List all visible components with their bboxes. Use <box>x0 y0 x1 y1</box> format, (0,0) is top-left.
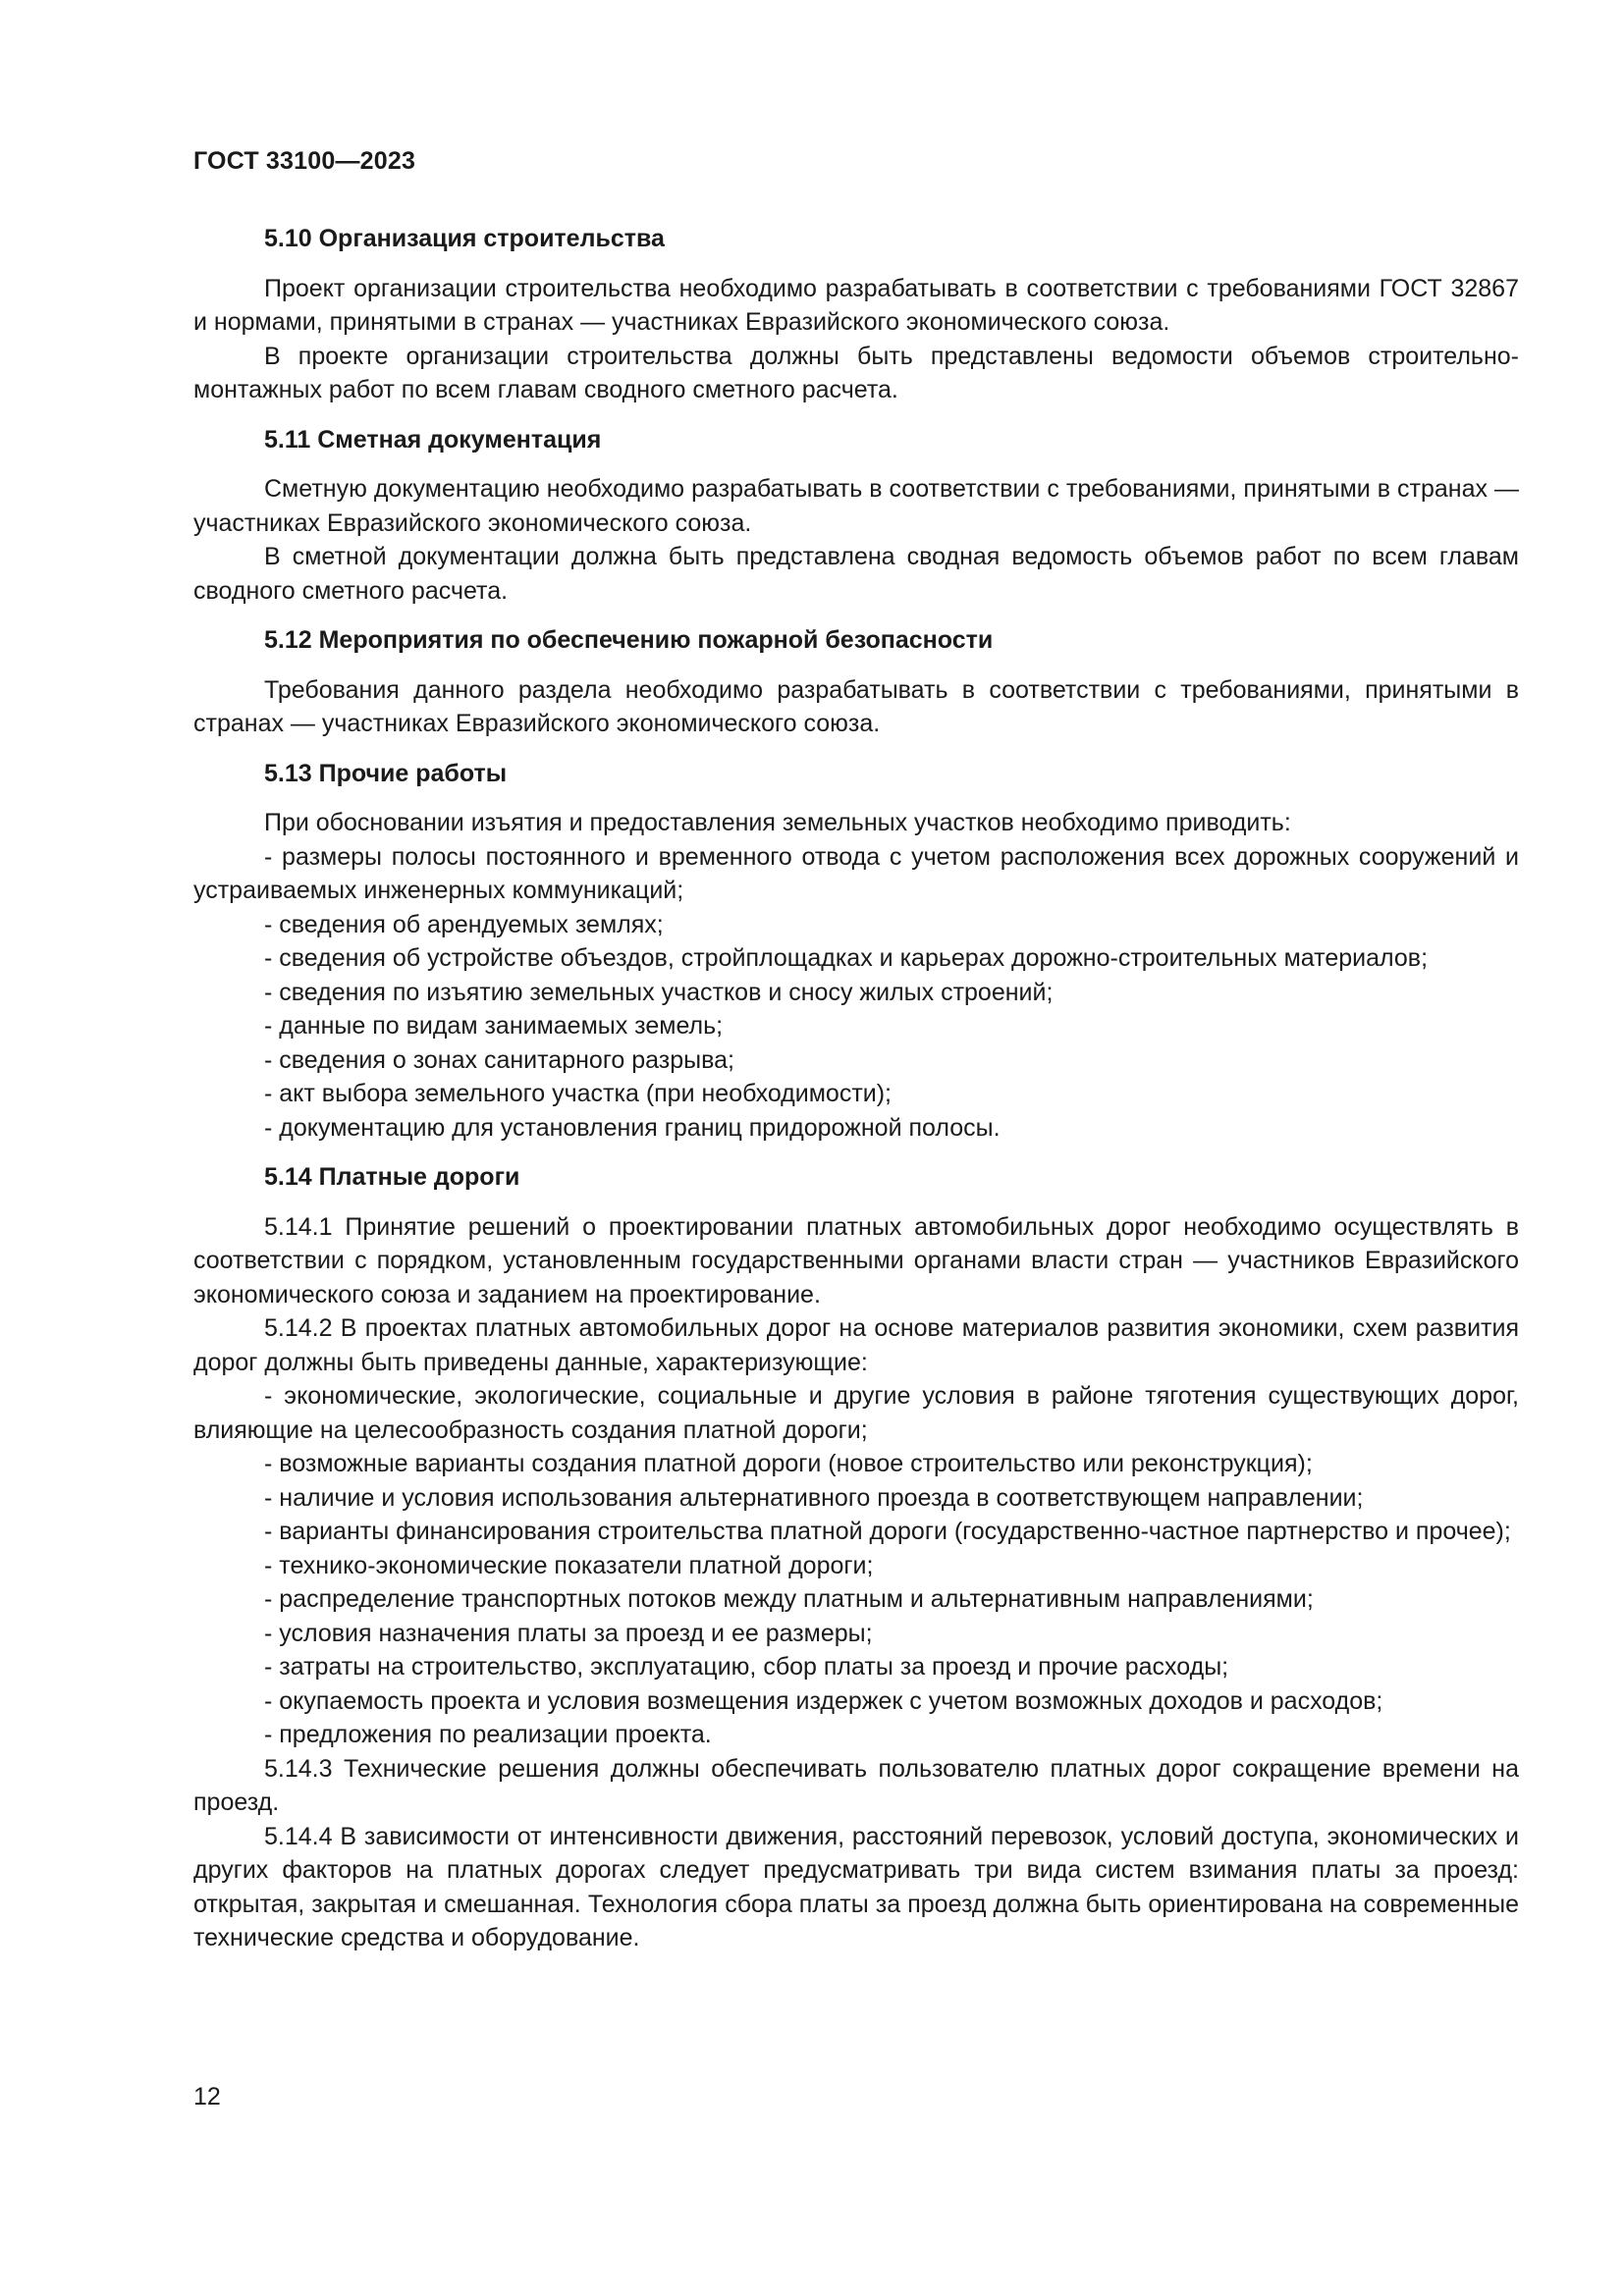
paragraph: Требования данного раздела необходимо разрабатывать в соответствии с требованиями, принятыми в странах — участниках Евразийского экономического союза. <box>193 675 1519 737</box>
paragraph: 5.14.2 В проектах платных автомобильных дорог на основе материалов развития экономики, схем развития дорог должны быть приведены данные, характеризующие: <box>193 1314 1519 1376</box>
list-item: - наличие и условия использования альтернативного проезда в соответствующем направлении; <box>264 1483 1364 1512</box>
section-5-14 <box>193 1160 1519 1955</box>
list-item: - акт выбора земельного участка (при необходимости); <box>264 1080 893 1107</box>
page-number: 12 <box>193 2083 221 2110</box>
list-item: - сведения по изъятию земельных участков и сносу жилых строений; <box>264 978 1054 1006</box>
section-5-13 <box>193 757 1519 1146</box>
list-item: - сведения об устройстве объездов, стройплощадках и карьерах дорожно-строительных материалов; <box>264 944 1429 972</box>
section-title: 5.11 Сметная документация <box>264 425 602 454</box>
paragraph: В проекте организации строительства должны быть представлены ведомости объемов строительно-монтажных работ по всем главам сводного сметного расчета. <box>193 342 1519 403</box>
section-title: 5.13 Прочие работы <box>264 759 508 787</box>
section-title: 5.10 Организация строительства <box>264 225 665 252</box>
list-item: - экономические, экологические, социальные и другие условия в районе тяготения существующих дорог, влияющие на целесообразность создания платной дороги; <box>193 1382 1519 1444</box>
paragraph: Проект организации строительства необходимо разрабатывать в соответствии с требованиями ГОСТ 32867 и нормами, принятыми в странах — участниках Евразийского экономического союза. <box>193 274 1519 336</box>
list-item: - размеры полосы постоянного и временного отвода с учетом расположения всех дорожных сооружений и устраиваемых инженерных коммуникаций; <box>193 842 1519 904</box>
paragraph: 5.14.3 Технические решения должны обеспечивать пользователю платных дорог сокращение времени на проезд. <box>193 1754 1519 1816</box>
list-item: - условия назначения платы за проезд и ее размеры; <box>264 1619 873 1647</box>
list-item: - распределение транспортных потоков между платным и альтернативным направлениями; <box>264 1585 1314 1613</box>
section-5-11 <box>193 423 1519 609</box>
document-header: ГОСТ 33100—2023 <box>193 147 416 175</box>
list-item: - окупаемость проекта и условия возмещения издержек с учетом возможных доходов и расходов; <box>264 1686 1383 1715</box>
list-item: - возможные варианты создания платной дороги (новое строительство или реконструкция); <box>264 1450 1313 1477</box>
list-item: - затраты на строительство, эксплуатацию, сбор платы за проезд и прочие расходы; <box>264 1653 1229 1681</box>
section-title: 5.14 Платные дороги <box>264 1163 520 1191</box>
list-item: - данные по видам занимаемых земель; <box>264 1012 724 1040</box>
section-title: 5.12 Мероприятия по обеспечению пожарной безопасности <box>264 626 994 654</box>
section-5-10 <box>193 222 1519 407</box>
list-item: - сведения об арендуемых землях; <box>264 910 664 938</box>
paragraph: 5.14.1 Принятие решений о проектировании платных автомобильных дорог необходимо осуществлять в соответствии с порядком, установленным государственными органами власти стран — участников Евразийского экономического союза и заданием на проектирование. <box>193 1212 1519 1308</box>
list-item: - документацию для установления границ придорожной полосы. <box>264 1113 1001 1142</box>
list-item: - предложения по реализации проекта. <box>264 1721 712 1748</box>
section-5-12 <box>193 623 1519 741</box>
document-body <box>193 222 1519 1971</box>
paragraph: При обосновании изъятия и предоставления земельных участков необходимо приводить: <box>264 809 1291 836</box>
list-item: - варианты финансирования строительства платной дороги (государственно-частное партнерство и прочее); <box>264 1518 1511 1545</box>
list-item: - сведения о зонах санитарного разрыва; <box>264 1045 734 1074</box>
paragraph: В сметной документации должна быть представлена сводная ведомость объемов работ по всем главам сводного сметного расчета. <box>193 543 1519 605</box>
list-item: - технико-экономические показатели платной дороги; <box>264 1551 874 1579</box>
paragraph: Сметную документацию необходимо разрабатывать в соответствии с требованиями, принятыми в странах — участниках Евразийского экономического союза. <box>193 475 1519 537</box>
paragraph: 5.14.4 В зависимости от интенсивности движения, расстояний перевозок, условий доступа, экономических и других факторов на платных дорогах следует предусматривать три вида систем взимания платы за проезд: открытая, закрытая и смешанная. Технология сбора платы за проезд должна быть ориентирована на современные технические средства и оборудование. <box>193 1822 1519 1951</box>
